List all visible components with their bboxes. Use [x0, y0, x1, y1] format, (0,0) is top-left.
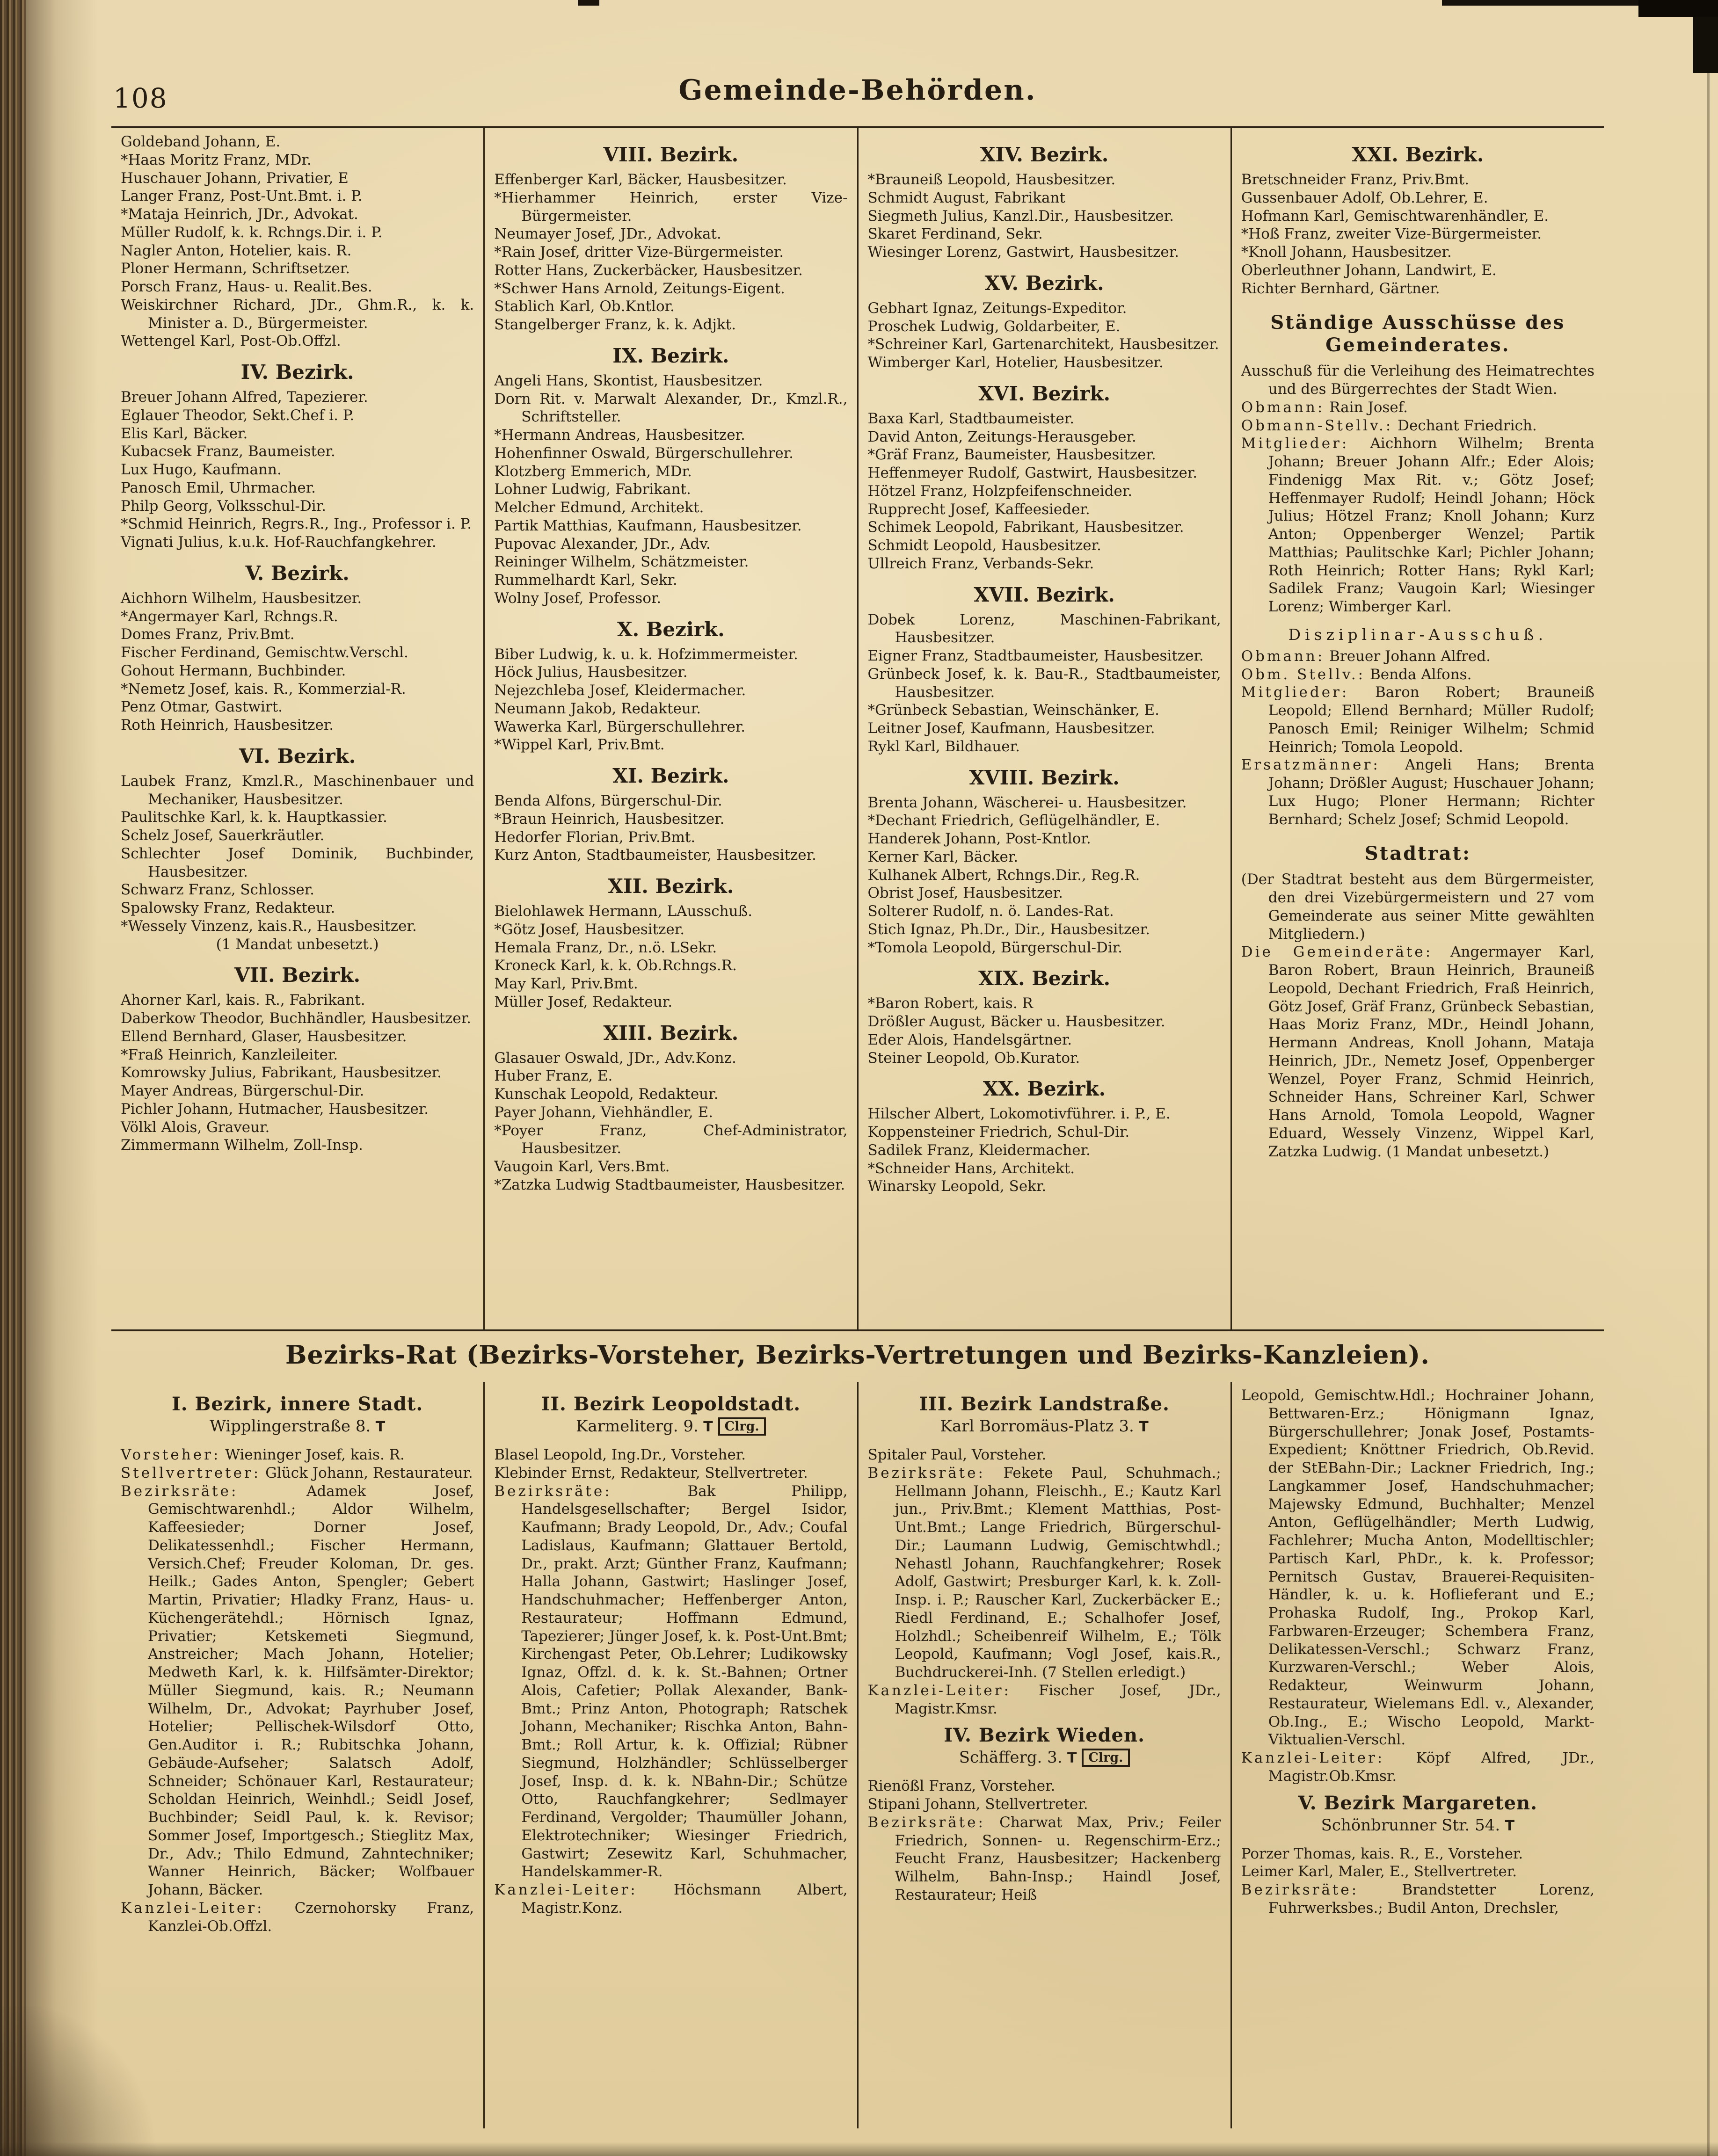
directory-entry: Neumayer Josef, JDr., Advokat. — [494, 225, 721, 243]
directory-entry: *Schwer Hans Arnold, Zeitungs-Eigent. — [494, 280, 785, 297]
bezirk-heading: XIV. Bezirk. — [980, 143, 1109, 166]
directory-entry: Obmann-Stellv.: Dechant Friedrich. — [1241, 417, 1537, 434]
entry-label: Kanzlei-Leiter: — [121, 1899, 264, 1916]
page-content — [111, 74, 1604, 2128]
directory-entry: Kunschak Leopold, Redakteur. — [494, 1086, 719, 1103]
directory-entry: Stipani Johann, Stellvertreter. — [867, 1796, 1088, 1813]
entry-label: Die Gemeinderäte: — [1241, 944, 1433, 961]
directory-entry: Payer Johann, Viehhändler, E. — [494, 1103, 713, 1121]
directory-entry: Neumann Jakob, Redakteur. — [494, 700, 701, 717]
directory-entry: Wettengel Karl, Post-Ob.Offzl. — [121, 333, 341, 350]
directory-entry: *Braun Heinrich, Hausbesitzer. — [494, 810, 725, 828]
directory-entry: Schimek Leopold, Fabrikant, Hausbesitzer. — [867, 519, 1184, 536]
directory-entry: Stellvertreter: Glück Johann, Restaurateur. — [121, 1464, 473, 1481]
directory-entry: Handerek Johann, Post-Kntlor. — [867, 830, 1091, 847]
telephone-icon: T — [371, 1419, 386, 1435]
page-number: 108 — [113, 82, 168, 114]
entry-label: Bezirksräte: — [867, 1814, 985, 1831]
entry-label: Vorsteher: — [121, 1446, 221, 1463]
directory-entry: Klotzberg Emmerich, MDr. — [494, 463, 692, 480]
bezirk-heading: IX. Bezirk. — [612, 344, 729, 367]
directory-entry: Obrist Josef, Hausbesitzer. — [867, 885, 1063, 902]
directory-entry: Leopold, Gemischtw.Hdl.; Hochrainer Johann, Bettwaren-Erz.; Hönigmann Ignaz, Bürgerschullehrer; Jonak Josef, Postamts-Expedient; Knöttner Friedrich, Ob.Revid. der StEBahn-Dir.; Lackner Friedrich, Ing.; Langkammer Josef, Handschuhmacher; Majewsky Edmund, Buchhalter; Menzel Anton, Geflügelhändler; Merth Ludwig, Fachlehrer; Mucha Anton, Modelltischler; Partisch Karl, PhDr., k. k. Professor; Pernitsch Gustav, Brauerei-Requisiten-Händler, k. u. k. Hoflieferant und E.; Prohaska Rudolf, Ing., Prokop Karl, Farbwaren-Erzeuger; Schembera Franz, Delikatessen-Verschl.; Schwarz Franz, Kurzwaren-Verschl.; Weber Alois, Redakteur, Weinwurm Johann, Restaurateur, Wielemans Edl. v., Alexander, Ob.Ing., E.; Wischo Leopold, Markt-Viktualien-Verschl. — [1241, 1387, 1594, 1749]
text-column — [857, 128, 1230, 1329]
directory-entry: Wolny Josef, Professor. — [494, 589, 662, 607]
text-column — [111, 128, 483, 1329]
directory-entry: Hilscher Albert, Lokomotivführer. i. P., E. — [867, 1105, 1171, 1123]
directory-entry: Porzer Thomas, kais. R., E., Vorsteher. — [1241, 1845, 1523, 1862]
directory-entry: Pupovac Alexander, JDr., Adv. — [494, 535, 711, 552]
directory-entry: Skaret Ferdinand, Sekr. — [867, 225, 1043, 243]
text-column — [1230, 128, 1604, 1329]
directory-entry: Gebhart Ignaz, Zeitungs-Expeditor. — [867, 299, 1127, 317]
directory-entry: Stablich Karl, Ob.Kntlor. — [494, 298, 675, 315]
directory-entry: Richter Bernhard, Gärtner. — [1241, 280, 1440, 297]
directory-entry: Wimberger Karl, Hotelier, Hausbesitzer. — [867, 354, 1164, 371]
directory-entry: Ausschuß für die Verleihung des Heimatrechtes und des Bürgerrechtes der Stadt Wien. — [1241, 363, 1594, 398]
directory-entry: Hohenfinner Oswald, Bürgerschullehrer. — [494, 444, 794, 462]
directory-entry: Oberleuthner Johann, Landwirt, E. — [1241, 261, 1497, 279]
directory-entry: Kubacsek Franz, Baumeister. — [121, 443, 335, 460]
directory-entry: *Zatzka Ludwig Stadtbaumeister, Hausbesitzer. — [494, 1176, 845, 1193]
directory-entry: Bezirksräte: Fekete Paul, Schuhmach.; Hellmann Johann, Fleischh., E.; Kautz Karl jun., Priv.Bmt.; Klement Matthias, Post-Unt.Bmt.; Lange Friedrich, Bürgerschul-Dir.; Laumann Ludwig, Gemischtwhdl.; Nehastl Johann, Rauchfangkehrer; Rosek Adolf, Gastwirt; Presburger Karl, k. k. Zoll-Insp. i. P.; Rauscher Karl, Zuckerbäcker E.; Riedl Ferdinand, E.; Schalhofer Josef, Holzhdl.; Scheibenreif Wilhelm, E.; Tölk Leopold, Kaufmann; Vogl Josef, kais.R., Buchdruckerei-Inh. (7 Stellen erledigt.) — [867, 1464, 1221, 1681]
directory-entry: Partik Matthias, Kaufmann, Hausbesitzer. — [494, 517, 802, 534]
directory-entry: Gussenbauer Adolf, Ob.Lehrer, E. — [1241, 189, 1488, 206]
directory-entry: Angeli Hans, Skontist, Hausbesitzer. — [494, 372, 763, 389]
directory-entry: Hemala Franz, Dr., n.ö. LSekr. — [494, 939, 717, 956]
directory-entry: David Anton, Zeitungs-Herausgeber. — [867, 428, 1136, 445]
directory-entry: Grünbeck Josef, k. k. Bau-R., Stadtbaumeister, Hausbesitzer. — [867, 665, 1221, 701]
bezirk-heading: XX. Bezirk. — [983, 1077, 1106, 1101]
directory-entry: Ullreich Franz, Verbands-Sekr. — [867, 555, 1094, 572]
bezirk-heading: XXI. Bezirk. — [1352, 143, 1484, 166]
directory-entry: Melcher Edmund, Architekt. — [494, 499, 704, 516]
directory-entry: Stangelberger Franz, k. k. Adjkt. — [494, 316, 736, 333]
directory-entry: Bretschneider Franz, Priv.Bmt. — [1241, 171, 1470, 188]
directory-entry: Schmidt Leopold, Hausbesitzer. — [867, 537, 1101, 554]
directory-entry: Kroneck Karl, k. k. Ob.Rchngs.R. — [494, 957, 737, 974]
directory-entry: Wawerka Karl, Bürgerschullehrer. — [494, 718, 746, 735]
directory-entry: Gohout Hermann, Buchbinder. — [121, 662, 346, 679]
directory-entry: Ersatzmänner: Angeli Hans; Brenta Johann; Drößler August; Huschauer Johann; Lux Hugo; Ploner Hermann; Richter Bernhard; Schelz Josef; Schmid Leopold. — [1241, 756, 1594, 828]
scan-artifact — [578, 0, 599, 6]
entry-label: Bezirksräte: — [1241, 1881, 1359, 1898]
directory-entry: (Der Stadtrat besteht aus dem Bürgermeister, den drei Vizebürgermeistern und 27 vom Gemeinderate aus seiner Mitte gewählten Mitgliedern.) — [1241, 871, 1594, 943]
directory-entry: Roth Heinrich, Hausbesitzer. — [121, 717, 334, 733]
directory-entry: *Hoß Franz, zweiter Vize-Bürgermeister. — [1241, 225, 1542, 243]
directory-entry: Philp Georg, Volksschul-Dir. — [121, 497, 326, 515]
directory-entry: Schlechter Josef Dominik, Buchbinder, Hausbesitzer. — [121, 845, 474, 880]
directory-entry: *Götz Josef, Hausbesitzer. — [494, 921, 685, 938]
entry-label: Stellvertreter: — [121, 1464, 261, 1481]
directory-entry: Bielohlawek Hermann, LAusschuß. — [494, 903, 753, 920]
directory-entry: Spitaler Paul, Vorsteher. — [867, 1446, 1047, 1463]
directory-entry: Dobek Lorenz, Maschinen-Fabrikant, Hausbesitzer. — [867, 611, 1221, 646]
directory-entry: Kulhanek Albert, Rchngs.Dir., Reg.R. — [867, 866, 1140, 884]
scan-artifact — [1693, 17, 1718, 73]
entry-label: Bezirksräte: — [494, 1482, 612, 1500]
directory-entry: *Nemetz Josef, kais. R., Kommerzial-R. — [121, 680, 406, 697]
sub-heading: Disziplinar-Ausschuß. — [1288, 625, 1548, 644]
directory-entry: Bezirksräte: Bak Philipp, Handelsgesellschafter; Bergel Isidor, Kaufmann; Brady Leopold, Dr., Adv.; Coufal Ladislaus, Kaufmann; Glattauer Bertold, Dr., prakt. Arzt; Günther Franz, Kaufmann; Halla Johann, Gastwirt; Haslinger Josef, Handschuhmacher; Heffenberger Anton, Restaurateur; Hoffmann Edmund, Tapezierer; Jünger Josef, k. k. Post-Unt.Bmt; Kirchengast Peter, Ob.Lehrer; Ludikowsky Ignaz, Offzl. d. k. k. St.-Bahnen; Ortner Alois, Cafetier; Pollak Alexander, Bank-Bmt.; Prinz Anton, Photograph; Ratschek Johann, Mechaniker; Rischka Anton, Bahn-Bmt.; Roll Artur, k. k. Offizial; Rübner Siegmund, Holzhändler; Schlüsselberger Josef, Insp. d. k. k. NBahn-Dir.; Schütze Otto, Rauchfangkehrer; Sedlmayer Ferdinand, Vergolder; Thaumüller Johann, Elektrotechniker; Wiesinger Friedrich, Gastwirt; Zesewitz Karl, Schuhmacher, Handelskammer-R. — [494, 1482, 848, 1880]
directory-entry: Penz Otmar, Gastwirt. — [121, 698, 283, 716]
bezirksrat-section-title: Bezirks-Rat (Bezirks-Vorsteher, Bezirks-Vertretungen und Bezirks-Kanzleien). — [285, 1340, 1430, 1370]
directory-entry: Bezirksräte: Adamek Josef, Gemischtwarenhdl.; Aldor Wilhelm, Kaffeesieder; Dorner Josef, Delikatessenhdl.; Fischer Hermann, Versich.Chef; Freuder Koloman, Dr. ges. Heilk.; Gades Anton, Spengler; Gebert Martin, Privatier; Hladky Franz, Haus- u. Küchengerätehdl.; Hörnisch Ignaz, Privatier; Ketskemeti Siegmund, Anstreicher; Mach Johann, Hotelier; Medweth Karl, k. k. Hilfsämter-Direktor; Müller Siegmund, kais. R.; Neumann Wilhelm, Dr., Advokat; Payrhuber Josef, Hotelier; Pellischek-Wilsdorf Otto, Gen.Auditor i. R.; Rubitschka Johann, Gebäude-Aufseher; Salatsch Adolf, Schneider; Schönauer Karl, Restaurateur; Scholdan Heinrich, Weinhdl.; Seidl Josef, Buchbinder; Seidl Paul, k. k. Revisor; Sommer Josef, Importgesch.; Stieglitz Max, Dr., Adv.; Thilo Edmund, Zahntechniker; Wanner Heinrich, Bäcker; Wolfbauer Johann, Bäcker. — [121, 1482, 474, 1898]
directory-entry: Rummelhardt Karl, Sekr. — [494, 572, 677, 588]
bezirk-heading: X. Bezirk. — [617, 617, 725, 641]
directory-entry: Wiesinger Lorenz, Gastwirt, Hausbesitzer. — [867, 244, 1179, 261]
directory-entry: Goldeband Johann, E. — [121, 133, 281, 150]
directory-entry: Biber Ludwig, k. u. k. Hofzimmermeister. — [494, 646, 798, 663]
directory-entry: *Schneider Hans, Architekt. — [867, 1160, 1075, 1177]
directory-entry: Baxa Karl, Stadtbaumeister. — [867, 410, 1075, 427]
page-title: Gemeinde-Behörden. — [678, 74, 1037, 107]
section-heading: Ständige Ausschüsse des Gemeinderates. — [1270, 312, 1565, 356]
entry-label: Bezirksräte: — [121, 1482, 239, 1500]
directory-entry: Ahorner Karl, kais. R., Fabrikant. — [121, 992, 365, 1009]
bezirk-heading: VIII. Bezirk. — [603, 143, 739, 166]
directory-entry: Nagler Anton, Hotelier, kais. R. — [121, 242, 352, 259]
entry-label: Kanzlei-Leiter: — [494, 1881, 638, 1898]
sub-address: Schäfferg. 3. T Clrg. — [868, 1748, 1221, 1767]
entry-label: Kanzlei-Leiter: — [1241, 1749, 1385, 1766]
district-heading: I. Bezirk, innere Stadt. — [171, 1393, 423, 1415]
directory-entry: Obm. Stellv.: Benda Alfons. — [1241, 666, 1472, 683]
entry-label: Ersatzmänner: — [1241, 756, 1380, 774]
bezirk-heading: XI. Bezirk. — [612, 764, 729, 787]
section-divider-rule — [111, 1329, 1604, 1331]
entry-label: Kanzlei-Leiter: — [867, 1682, 1012, 1699]
district-heading: II. Bezirk Leopoldstadt. — [541, 1393, 801, 1415]
directory-entry: Huschauer Johann, Privatier, E — [121, 169, 349, 187]
directory-entry: Eglauer Theodor, Sekt.Chef i. P. — [121, 407, 355, 424]
directory-entry: Kerner Karl, Bäcker. — [867, 848, 1019, 865]
bezirk-heading: IV. Bezirk. — [240, 361, 354, 384]
directory-entry: *Knoll Johann, Hausbesitzer. — [1241, 244, 1452, 261]
bezirk-heading: VI. Bezirk. — [239, 744, 356, 768]
telephone-icon: T — [698, 1419, 713, 1435]
page-header — [111, 74, 1604, 123]
directory-entry: Müller Josef, Redakteur. — [494, 993, 673, 1010]
directory-entry: Lohner Ludwig, Fabrikant. — [494, 481, 691, 498]
bezirk-heading: XII. Bezirk. — [608, 875, 734, 898]
directory-entry: Sadilek Franz, Kleidermacher. — [867, 1141, 1091, 1159]
directory-entry: Reininger Wilhelm, Schätzmeister. — [494, 553, 749, 571]
clearing-badge: Clrg. — [1082, 1749, 1129, 1767]
text-column — [483, 1382, 857, 2128]
directory-entry: Bezirksräte: Brandstetter Lorenz, Fuhrwerksbes.; Budil Anton, Drechsler, — [1241, 1881, 1594, 1916]
directory-entry: Leitner Josef, Kaufmann, Hausbesitzer. — [867, 720, 1155, 737]
entry-label: Mitglieder: — [1241, 684, 1349, 701]
directory-entry: Hedorfer Florian, Priv.Bmt. — [494, 828, 696, 846]
directory-entry: Völkl Alois, Graveur. — [121, 1118, 270, 1136]
directory-entry: *Wippel Karl, Priv.Bmt. — [494, 736, 665, 754]
entry-label: Obmann: — [1241, 647, 1325, 665]
directory-entry: Schmidt August, Fabrikant — [867, 189, 1065, 206]
text-column — [111, 1382, 483, 2128]
directory-entry: Weiskirchner Richard, JDr., Ghm.R., k. k. Minister a. D., Bürgermeister. — [121, 296, 474, 332]
directory-entry: Daberkow Theodor, Buchhändler, Hausbesitzer. — [121, 1010, 471, 1027]
directory-entry: Müller Rudolf, k. k. Rchngs.Dir. i. P. — [121, 224, 383, 241]
directory-entry: Mitglieder: Aichhorn Wilhelm; Brenta Johann; Breuer Johann Alfr.; Eder Alois; Findenigg Max Rit. v.; Götz Josef; Heffenmayer Rudolf; Heindl Johann; Höck Julius; Hötzel Franz; Knoll Johann; Kurz Anton; Oppenberger Wenzel; Partik Matthias; Paulitschke Karl; Pichler Johann; Roth Heinrich; Rotter Hans; Rykl Karl; Sadilek Franz; Vaugoin Karl; Wiesinger Lorenz; Wimberger Karl. — [1241, 435, 1594, 615]
directory-entry: Die Gemeinderäte: Angermayer Karl, Baron Robert, Braun Heinrich, Brauneiß Leopold, Dechant Friedrich, Fraß Heinrich, Götz Josef, Gräf Franz, Grünbeck Sebastian, Haas Moriz Franz, MDr., Heindl Johann, Hermann Andreas, Knoll Johann, Mataja Heinrich, JDr., Nemetz Josef, Oppenberger Wenzel, Poyer Franz, Schmid Heinrich, Schneider Hans, Schreiner Karl, Schwer Hans Arnold, Tomola Leopold, Wagner Eduard, Wessely Vinzenz, Wippel Karl, Zatzka Ludwig. (1 Mandat unbesetzt.) — [1241, 944, 1594, 1160]
directory-entry: Höck Julius, Hausbesitzer. — [494, 664, 688, 681]
directory-entry: Rienößl Franz, Vorsteher. — [867, 1778, 1056, 1795]
directory-entry: *Schreiner Karl, Gartenarchitekt, Hausbesitzer. — [867, 336, 1219, 353]
directory-entry: Obmann: Breuer Johann Alfred. — [1241, 647, 1491, 665]
directory-entry: Effenberger Karl, Bäcker, Hausbesitzer. — [494, 171, 787, 188]
directory-entry: Eigner Franz, Stadtbaumeister, Hausbesitzer. — [867, 647, 1204, 664]
directory-entry: *Mataja Heinrich, JDr., Advokat. — [121, 206, 358, 223]
directory-entry: Siegmeth Julius, Kanzl.Dir., Hausbesitzer. — [867, 207, 1174, 225]
telephone-icon: T — [1500, 1817, 1515, 1834]
directory-entry: Rykl Karl, Bildhauer. — [867, 738, 1020, 755]
directory-entry: Steiner Leopold, Ob.Kurator. — [867, 1049, 1080, 1067]
directory-entry: Kanzlei-Leiter: Fischer Josef, JDr., Magistr.Kmsr. — [867, 1682, 1221, 1717]
directory-entry: *Hierhammer Heinrich, erster Vize-Bürgermeister. — [494, 189, 848, 225]
directory-entry: *Dechant Friedrich, Geflügelhändler, E. — [867, 812, 1160, 829]
directory-entry: Klebinder Ernst, Redakteur, Stellvertreter. — [494, 1464, 808, 1481]
text-column — [857, 1382, 1230, 2128]
directory-entry: Heffenmeyer Rudolf, Gastwirt, Hausbesitzer. — [867, 465, 1198, 481]
directory-entry: Kanzlei-Leiter: Köpf Alfred, JDr., Magistr.Ob.Kmsr. — [1241, 1749, 1594, 1785]
directory-entry: Nejezchleba Josef, Kleidermacher. — [494, 682, 746, 699]
directory-entry: *Rain Josef, dritter Vize-Bürgermeister. — [494, 244, 784, 261]
directory-entry: Rupprecht Josef, Kaffeesieder. — [867, 501, 1090, 518]
directory-entry: Kanzlei-Leiter: Höchsmann Albert, Magistr.Konz. — [494, 1881, 848, 1916]
directory-entry: Obmann: Rain Josef. — [1241, 399, 1408, 416]
directory-entry: Elis Karl, Bäcker. — [121, 425, 248, 442]
directory-entry: Panosch Emil, Uhrmacher. — [121, 479, 316, 496]
district-heading: V. Bezirk Margareten. — [1298, 1792, 1538, 1814]
directory-entry: Aichhorn Wilhelm, Hausbesitzer. — [121, 589, 362, 607]
directory-entry: Hötzel Franz, Holzpfeifenschneider. — [867, 482, 1133, 500]
entry-label: Obm. Stellv.: — [1241, 666, 1366, 683]
directory-entry: *Tomola Leopold, Bürgerschul-Dir. — [867, 939, 1123, 956]
directory-entry: Rotter Hans, Zuckerbäcker, Hausbesitzer. — [494, 261, 803, 279]
directory-entry: *Fraß Heinrich, Kanzleileiter. — [121, 1046, 338, 1063]
directory-entry: Fischer Ferdinand, Gemischtw.Verschl. — [121, 644, 408, 661]
bezirk-heading: VII. Bezirk. — [234, 964, 361, 987]
bezirk-heading: XVIII. Bezirk. — [969, 766, 1120, 789]
directory-entry: Komrowsky Julius, Fabrikant, Hausbesitzer. — [121, 1064, 442, 1082]
directory-entry: Winarsky Leopold, Sekr. — [867, 1178, 1047, 1195]
clearing-badge: Clrg. — [718, 1417, 766, 1436]
scan-artifact — [1442, 0, 1638, 6]
section-heading: Stadtrat: — [1364, 842, 1471, 865]
directory-entry: Porsch Franz, Haus- u. Realit.Bes. — [121, 278, 372, 295]
directory-entry: *Grünbeck Sebastian, Weinschänker, E. — [867, 702, 1160, 719]
directory-entry: Paulitschke Karl, k. k. Hauptkassier. — [121, 809, 387, 826]
directory-entry: Huber Franz, E. — [494, 1067, 613, 1085]
directory-entry: *Poyer Franz, Chef-Administrator, Hausbesitzer. — [494, 1122, 848, 1157]
entry-label: Bezirksräte: — [867, 1464, 985, 1481]
bezirk-heading: XV. Bezirk. — [984, 271, 1104, 295]
directory-entry: *Hermann Andreas, Hausbesitzer. — [494, 427, 745, 443]
directory-entry: Ellend Bernhard, Glaser, Hausbesitzer. — [121, 1028, 407, 1045]
bezirk-heading: XIX. Bezirk. — [978, 967, 1111, 990]
scan-artifact — [1638, 0, 1718, 17]
directory-entry: Mayer Andreas, Bürgerschul-Dir. — [121, 1082, 364, 1099]
entry-label: Obmann: — [1241, 399, 1325, 416]
text-column — [1230, 1382, 1604, 2128]
directory-entry: Brenta Johann, Wäscherei- u. Hausbesitzer. — [867, 794, 1187, 811]
directory-entry: Bezirksräte: Charwat Max, Priv.; Feiler Friedrich, Sonnen- u. Regenschirm-Erz.; Feucht Franz, Hausbesitzer; Hackenberg Wilhelm, Bahn-Insp.; Haindl Josef, Restaurateur; Heiß — [867, 1814, 1221, 1903]
directory-entry: Ploner Hermann, Schriftsetzer. — [121, 260, 350, 277]
directory-entry: *Baron Robert, kais. R — [867, 995, 1033, 1012]
directory-entry: Proschek Ludwig, Goldarbeiter, E. — [867, 318, 1121, 335]
bezirk-heading: XVII. Bezirk. — [974, 583, 1115, 606]
directory-entry: *Wessely Vinzenz, kais.R., Hausbesitzer. — [121, 917, 417, 935]
directory-entry: Hofmann Karl, Gemischtwarenhändler, E. — [1241, 207, 1549, 225]
directory-entry: Langer Franz, Post-Unt.Bmt. i. P. — [121, 188, 363, 205]
directory-entry: *Brauneiß Leopold, Hausbesitzer. — [867, 171, 1116, 188]
directory-entry: Glasauer Oswald, JDr., Adv.Konz. — [494, 1049, 736, 1067]
directory-entry: Lux Hugo, Kaufmann. — [121, 461, 282, 478]
page-right-edge — [1707, 0, 1710, 2156]
note-center: (1 Mandat unbesetzt.) — [216, 936, 379, 953]
bezirk-heading: XVI. Bezirk. — [978, 382, 1111, 405]
directory-entry: Solterer Rudolf, n. ö. Landes-Rat. — [867, 903, 1114, 920]
page-bottom-edge — [0, 2142, 1718, 2156]
directory-entry: Kurz Anton, Stadtbaumeister, Hausbesitzer. — [494, 847, 816, 864]
directory-entry: Vorsteher: Wieninger Josef, kais. R. — [121, 1446, 405, 1463]
directory-entry: Spalowsky Franz, Redakteur. — [121, 900, 335, 916]
directory-entry: Schwarz Franz, Schlosser. — [121, 881, 314, 899]
district-listing-section — [111, 128, 1604, 1329]
sub-address: Karmeliterg. 9. T Clrg. — [494, 1417, 847, 1436]
sub-address: Karl Borromäus-Platz 3. T — [940, 1417, 1149, 1436]
book-page-edges — [0, 0, 26, 2156]
directory-entry: Leimer Karl, Maler, E., Stellvertreter. — [1241, 1863, 1517, 1880]
directory-entry: Pichler Johann, Hutmacher, Hausbesitzer. — [121, 1100, 429, 1118]
directory-entry: Benda Alfons, Bürgerschul-Dir. — [494, 792, 722, 809]
directory-entry: Laubek Franz, Kmzl.R., Maschinenbauer und Mechaniker, Hausbesitzer. — [121, 772, 474, 808]
directory-entry: Vignati Julius, k.u.k. Hof-Rauchfangkehrer. — [121, 534, 437, 551]
directory-entry: Breuer Johann Alfred, Tapezierer. — [121, 389, 368, 406]
telephone-icon: T — [1134, 1419, 1149, 1435]
directory-entry: Kanzlei-Leiter: Czernohorsky Franz, Kanzlei-Ob.Offzl. — [121, 1899, 474, 1935]
sub-address: Schönbrunner Str. 54. T — [1321, 1815, 1515, 1835]
directory-entry: Dorn Rit. v. Marwalt Alexander, Dr., Kmzl.R., Schriftsteller. — [494, 390, 848, 426]
directory-entry: Stich Ignaz, Ph.Dr., Dir., Hausbesitzer. — [867, 921, 1150, 938]
text-column — [483, 128, 857, 1329]
bezirk-heading: XIII. Bezirk. — [603, 1021, 739, 1045]
entry-label: Obmann-Stellv.: — [1241, 417, 1393, 434]
directory-entry: Schelz Josef, Sauerkräutler. — [121, 827, 325, 844]
telephone-icon: T — [1062, 1750, 1077, 1767]
directory-entry: Drößler August, Bäcker u. Hausbesitzer. — [867, 1013, 1165, 1030]
sub-address: Wipplingerstraße 8. T — [210, 1417, 386, 1436]
district-heading: IV. Bezirk Wieden. — [944, 1724, 1145, 1747]
bezirk-heading: V. Bezirk. — [245, 561, 349, 585]
directory-entry: *Schmid Heinrich, Regrs.R., Ing., Professor i. P. — [121, 515, 472, 533]
directory-entry: *Haas Moritz Franz, MDr. — [121, 151, 312, 168]
directory-entry: *Angermayer Karl, Rchngs.R. — [121, 608, 338, 625]
directory-entry: Vaugoin Karl, Vers.Bmt. — [494, 1158, 670, 1175]
directory-entry: Zimmermann Wilhelm, Zoll-Insp. — [121, 1137, 363, 1154]
district-heading: III. Bezirk Landstraße. — [919, 1393, 1170, 1415]
entry-label: Mitglieder: — [1241, 435, 1349, 452]
bezirksrat-section — [111, 1382, 1604, 2128]
directory-entry: Domes Franz, Priv.Bmt. — [121, 626, 295, 643]
directory-entry: May Karl, Priv.Bmt. — [494, 975, 638, 992]
directory-entry: Mitglieder: Baron Robert; Brauneiß Leopold; Ellend Bernhard; Müller Rudolf; Panosch Emil; Reiniger Wilhelm; Schmid Heinrich; Tomola Leopold. — [1241, 684, 1594, 755]
directory-entry: *Gräf Franz, Baumeister, Hausbesitzer. — [867, 446, 1156, 464]
directory-entry: Eder Alois, Handelsgärtner. — [867, 1031, 1072, 1048]
directory-entry: Blasel Leopold, Ing.Dr., Vorsteher. — [494, 1446, 746, 1463]
directory-entry: Koppensteiner Friedrich, Schul-Dir. — [867, 1124, 1130, 1140]
